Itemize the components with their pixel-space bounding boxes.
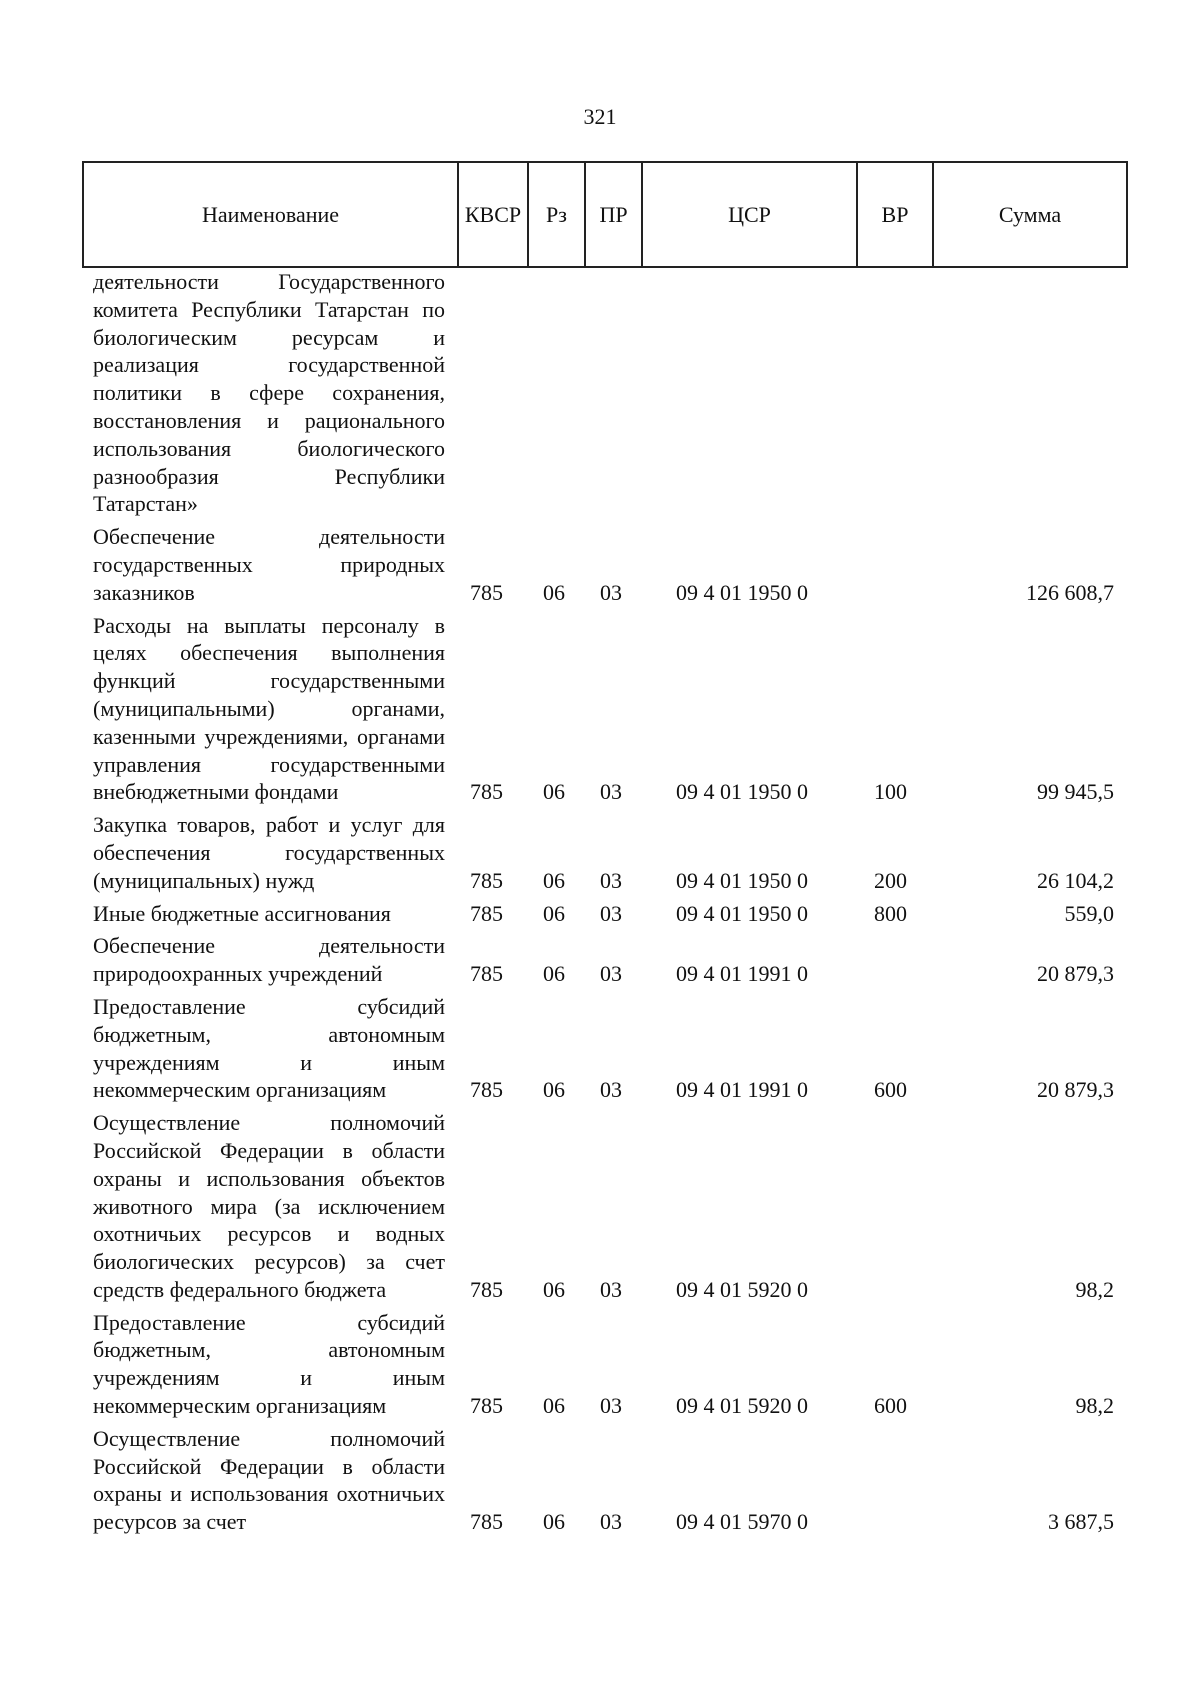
row-pr: 03 <box>600 961 622 987</box>
row-csr: 09 4 01 1950 0 <box>676 779 808 805</box>
column-header-csr: ЦСР <box>642 162 857 267</box>
column-header-sum: Сумма <box>933 162 1127 267</box>
row-pr: 03 <box>600 779 622 805</box>
row-vr: 800 <box>874 900 907 926</box>
row-kvsr: 785 <box>470 1276 503 1302</box>
row-name: Иные бюджетные ассигнования <box>93 900 391 926</box>
row-name: Осуществление полномочий Российской Федерации в области охраны и использования охотничьих ресурсов за счет <box>93 1425 445 1535</box>
row-kvsr: 785 <box>470 579 503 605</box>
row-kvsr: 785 <box>470 1077 503 1103</box>
row-rz: 06 <box>543 1077 565 1103</box>
row-kvsr: 785 <box>470 779 503 805</box>
row-name: Обеспечение деятельности природоохранных учреждений <box>93 933 445 987</box>
row-rz: 06 <box>543 1393 565 1419</box>
row-kvsr: 785 <box>470 1509 503 1535</box>
row-name: Осуществление полномочий Российской Федерации в области охраны и использования объектов животного мира (за исключением охотничьих ресурсов и водных биологических ресурсов) за счет средств федерального бюджета <box>93 1110 445 1302</box>
table-body <box>0 268 1200 1536</box>
row-csr: 09 4 01 5970 0 <box>676 1509 808 1535</box>
row-vr: 200 <box>874 867 907 893</box>
table-row <box>0 932 1200 988</box>
row-sum: 20 879,3 <box>1037 1077 1114 1103</box>
row-vr: 100 <box>874 779 907 805</box>
row-rz: 06 <box>543 961 565 987</box>
table-row <box>0 1109 1200 1304</box>
column-header-rz: Рз <box>528 162 585 267</box>
row-csr: 09 4 01 1991 0 <box>676 1077 808 1103</box>
table-row <box>0 523 1200 606</box>
table-row <box>0 612 1200 807</box>
row-csr: 09 4 01 1950 0 <box>676 867 808 893</box>
table-row <box>0 268 1200 518</box>
row-sum: 26 104,2 <box>1037 867 1114 893</box>
column-header-pr: ПР <box>585 162 642 267</box>
row-pr: 03 <box>600 1077 622 1103</box>
row-kvsr: 785 <box>470 867 503 893</box>
table-header <box>82 161 1128 268</box>
row-name: Обеспечение деятельности государственных природных заказников <box>93 524 445 605</box>
row-rz: 06 <box>543 579 565 605</box>
row-sum: 99 945,5 <box>1037 779 1114 805</box>
row-name: Предоставление субсидий бюджетным, автономным учреждениям и иным некоммерческим организациям <box>93 993 445 1103</box>
row-sum: 126 608,7 <box>1026 579 1114 605</box>
row-csr: 09 4 01 1991 0 <box>676 961 808 987</box>
row-csr: 09 4 01 1950 0 <box>676 579 808 605</box>
column-header-name: Наименование <box>83 162 458 267</box>
row-pr: 03 <box>600 1393 622 1419</box>
row-csr: 09 4 01 5920 0 <box>676 1393 808 1419</box>
row-vr: 600 <box>874 1077 907 1103</box>
row-rz: 06 <box>543 900 565 926</box>
row-sum: 3 687,5 <box>1048 1509 1114 1535</box>
table-row <box>0 993 1200 1104</box>
row-name: Закупка товаров, работ и услуг для обеспечения государственных (муниципальных) нужд <box>93 812 445 893</box>
row-rz: 06 <box>543 867 565 893</box>
row-vr: 600 <box>874 1393 907 1419</box>
row-rz: 06 <box>543 1276 565 1302</box>
row-csr: 09 4 01 5920 0 <box>676 1276 808 1302</box>
table-row <box>0 1309 1200 1420</box>
row-kvsr: 785 <box>470 961 503 987</box>
table-row <box>0 900 1200 928</box>
row-pr: 03 <box>600 579 622 605</box>
row-sum: 98,2 <box>1075 1393 1114 1419</box>
column-header-vr: ВР <box>857 162 933 267</box>
row-pr: 03 <box>600 1276 622 1302</box>
row-name: деятельности Государственного комитета Республики Татарстан по биологическим ресурсам и реализация государственной политики в сфере сохранения, восстановления и рационального использования биологического разнообразия Республики Татарстан» <box>93 269 445 517</box>
row-name: Предоставление субсидий бюджетным, автономным учреждениям и иным некоммерческим организациям <box>93 1309 445 1419</box>
row-rz: 06 <box>543 779 565 805</box>
row-sum: 20 879,3 <box>1037 961 1114 987</box>
row-sum: 98,2 <box>1075 1276 1114 1302</box>
row-name: Расходы на выплаты персоналу в целях обеспечения выполнения функций государственными (муниципальными) органами, казенными учреждениями, органами управления государственными внебюджетными фондами <box>93 612 445 805</box>
table-row <box>0 1425 1200 1536</box>
row-rz: 06 <box>543 1509 565 1535</box>
page-number: 321 <box>583 104 617 129</box>
row-csr: 09 4 01 1950 0 <box>676 900 808 926</box>
row-pr: 03 <box>600 867 622 893</box>
column-header-kvsr: КВСР <box>458 162 528 267</box>
row-pr: 03 <box>600 900 622 926</box>
row-kvsr: 785 <box>470 900 503 926</box>
row-sum: 559,0 <box>1064 900 1114 926</box>
row-pr: 03 <box>600 1509 622 1535</box>
table-row <box>0 811 1200 894</box>
row-kvsr: 785 <box>470 1393 503 1419</box>
